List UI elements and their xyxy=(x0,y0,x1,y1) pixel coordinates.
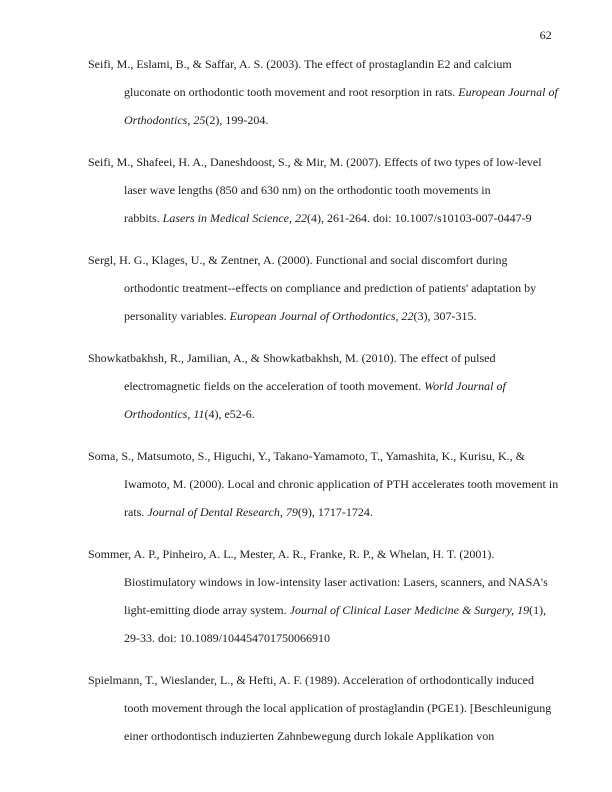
references-list xyxy=(88,50,559,764)
reference-continuation-line xyxy=(88,400,554,428)
reference-first-line xyxy=(88,344,554,372)
reference-entry xyxy=(88,540,554,652)
journal-title: European Journal of Orthodontics, 22 xyxy=(229,309,414,323)
reference-text: Iwamoto, M. (2000). Local and chronic application of PTH accelerates tooth movement in xyxy=(124,477,559,491)
reference-text: (2), 199-204. xyxy=(205,113,269,127)
reference-continuation-line xyxy=(88,302,554,330)
reference-text: tooth movement through the local application of prostaglandin (PGE1). [Beschleunigung xyxy=(124,701,552,715)
journal-title: Orthodontics, 11 xyxy=(124,407,205,421)
reference-text: Spielmann, T., Wieslander, L., & Hefti, A. F. (1989). Acceleration of orthodontically induced xyxy=(88,673,534,687)
reference-continuation-line xyxy=(88,372,554,400)
reference-text: Soma, S., Matsumoto, S., Higuchi, Y., Takano-Yamamoto, T., Yamashita, K., Kurisu, K., & xyxy=(88,449,525,463)
reference-text: personality variables. xyxy=(124,309,230,323)
reference-first-line xyxy=(88,666,554,694)
reference-entry xyxy=(88,246,554,330)
reference-entry xyxy=(88,442,559,526)
reference-text: light-emitting diode array system. xyxy=(124,603,290,617)
reference-text: Seifi, M., Shafeei, H. A., Daneshdoost, S., & Mir, M. (2007). Effects of two types of low-level xyxy=(88,155,542,169)
reference-text: laser wave lengths (850 and 630 nm) on the orthodontic tooth movements in xyxy=(124,183,491,197)
journal-title: Orthodontics, 25 xyxy=(124,113,206,127)
reference-text: rabbits. xyxy=(124,211,163,225)
reference-continuation-line xyxy=(88,596,554,624)
reference-continuation-line xyxy=(88,722,554,750)
reference-text: (1), xyxy=(529,603,547,617)
journal-title: Lasers in Medical Science, 22 xyxy=(162,211,307,225)
reference-text: Sergl, H. G., Klages, U., & Zentner, A. (2000). Functional and social discomfort during xyxy=(88,253,508,267)
reference-text: einer orthodontisch induzierten Zahnbewegung durch lokale Applikation von xyxy=(124,729,495,743)
journal-title: European Journal of xyxy=(458,85,558,99)
reference-continuation-line xyxy=(88,274,554,302)
reference-text: Sommer, A. P., Pinheiro, A. L., Mester, A. R., Franke, R. P., & Whelan, H. T. (2001). xyxy=(88,547,495,561)
journal-title: Journal of Clinical Laser Medicine & Surgery, 19 xyxy=(289,603,530,617)
reference-continuation-line xyxy=(88,204,554,232)
reference-continuation-line xyxy=(88,568,554,596)
reference-entry xyxy=(88,148,554,232)
reference-text: (4), e52-6. xyxy=(204,407,255,421)
reference-continuation-line xyxy=(88,694,554,722)
reference-text: Biostimulatory windows in low-intensity laser activation: Lasers, scanners, and NASA's xyxy=(124,575,548,589)
reference-entry xyxy=(88,666,554,750)
journal-title: Journal of Dental Research, 79 xyxy=(147,505,298,519)
reference-text: Showkatbakhsh, R., Jamilian, A., & Showkatbakhsh, M. (2010). The effect of pulsed xyxy=(88,351,496,365)
reference-text: gluconate on orthodontic tooth movement and root resorption in rats. xyxy=(124,85,459,99)
reference-text: (4), 261-264. doi: 10.1007/s10103-007-0447-9 xyxy=(306,211,532,225)
reference-entry xyxy=(88,50,558,134)
reference-continuation-line xyxy=(88,78,558,106)
reference-continuation-line xyxy=(88,470,559,498)
reference-text: 29-33. doi: 10.1089/104454701750066910 xyxy=(124,631,330,645)
reference-first-line xyxy=(88,148,554,176)
reference-text: electromagnetic fields on the acceleration of tooth movement. xyxy=(124,379,425,393)
reference-continuation-line xyxy=(88,624,554,652)
reference-first-line xyxy=(88,540,554,568)
reference-text: (3), 307-315. xyxy=(413,309,477,323)
reference-text: orthodontic treatment--effects on compliance and prediction of patients' adaptation by xyxy=(124,281,537,295)
reference-continuation-line xyxy=(88,498,554,526)
reference-continuation-line xyxy=(88,176,554,204)
reference-text: (9), 1717-1724. xyxy=(297,505,373,519)
reference-continuation-line xyxy=(88,106,554,134)
reference-entry xyxy=(88,344,554,428)
reference-first-line xyxy=(88,50,554,78)
reference-text: Seifi, M., Eslami, B., & Saffar, A. S. (2003). The effect of prostaglandin E2 and calcium xyxy=(88,57,512,71)
reference-text: rats. xyxy=(124,505,148,519)
reference-first-line xyxy=(88,442,554,470)
page-number: 62 xyxy=(539,28,552,42)
reference-first-line xyxy=(88,246,554,274)
journal-title: World Journal of xyxy=(424,379,506,393)
